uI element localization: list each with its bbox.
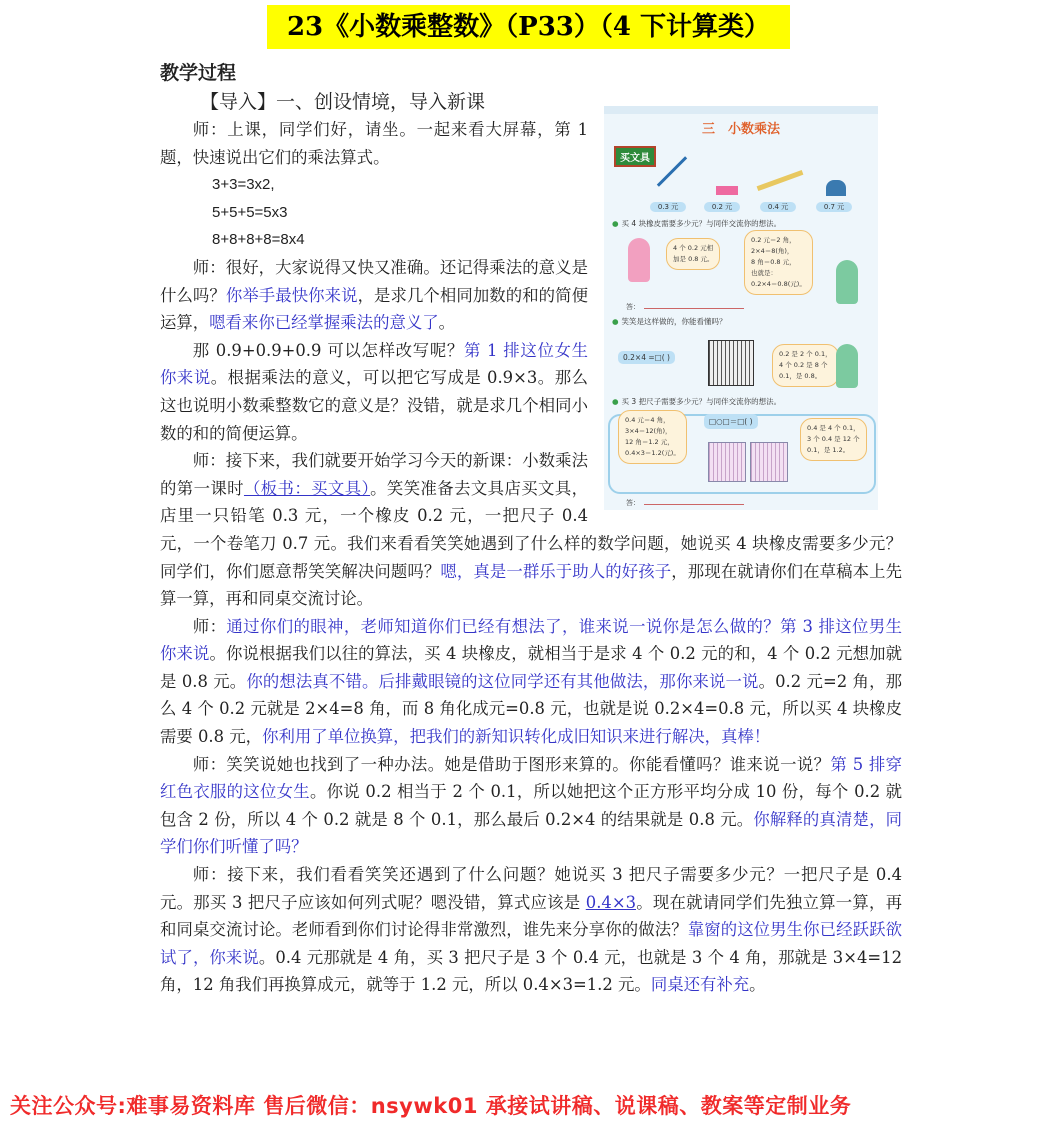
paragraph-text: 师：笑笑说她也找到了一种办法。她是借助于图形来算的。你能看懂吗？谁来说一说？: [192, 754, 831, 774]
ruler-icon: [757, 170, 804, 191]
teacher-feedback-text: 靠窗的这位男生你已经跃跃欲试了，你来说: [160, 920, 903, 967]
eraser-icon: [716, 186, 738, 195]
paragraph-text: 。: [438, 313, 456, 333]
paragraph-text: 师：很好，大家说得又快又准确。还记得乘法的意义是什么吗？: [160, 257, 588, 305]
paragraph-text: 师：: [192, 616, 227, 636]
tenths-grid: [750, 442, 788, 482]
paragraph-text: 师：上课，同学们好，请坐。一起来看大屏幕，第 1 题，快速说出它们的乘法算式。: [160, 120, 588, 167]
teacher-feedback-text: 第 1 排这位女生你来说: [160, 340, 588, 388]
document-body: [160, 58, 902, 999]
textbook-label: 买文具: [614, 146, 656, 167]
paragraph-text: 。你说 0.2 相当于 2 个 0.1，所以她把这个正方形平均分成 10 份，每个 0.2 就包含 2 份，所以 4 个 0.2 就是 8 个 0.1，那么最后 0.2×4 的结果就是 0.8 元。: [160, 782, 903, 829]
price-tag: 0.3 元: [650, 202, 686, 212]
price-tag: 0.2 元: [704, 202, 740, 212]
paragraph-text: 那 0.9+0.9+0.9 可以怎样改写呢？: [192, 340, 464, 360]
girl-illustration: [628, 238, 650, 282]
textbook-question-3: ● 买 3 把尺子需要多少元？与同伴交流你的想法。: [612, 396, 781, 407]
paragraph-text: 。: [749, 975, 766, 995]
pencil-icon: [657, 156, 687, 186]
teacher-feedback-text: 嗯，真是一群乐于助人的好孩子: [440, 561, 672, 581]
teacher-feedback-text: 同桌还有补充: [650, 975, 750, 995]
formula: 5+5+5=5x3: [212, 203, 288, 221]
teacher-feedback-text: 你解释的真清楚，同学们你们听懂了吗？: [160, 809, 902, 857]
paragraph-text: 。笑笑准备去文具店买文具，店里一只铅笔 0.3 元，一个橡皮 0.2 元，一把尺子 0.4 元，一个卷笔刀 0.7 元。我们来看看笑笑她遇到了什么样的数学问题，她说买 4 块橡皮需要多少元？同学们，你们愿意帮笑笑解决问题吗？: [160, 478, 902, 581]
paragraph-text: 。0.4 元那就是 4 角，买 3 把尺子是 3 个 0.4 元，也就是 3 个 4 角，那就是 3×4=12 角，12 角我们再换算成元，就等于 1.2 元，所以 0.4×3=1.2 元。: [160, 947, 902, 995]
equation-box: 0.2×4 =□( ): [618, 351, 675, 364]
textbook-image: [604, 106, 878, 510]
footer-watermark: 关注公众号:难事易资料库 售后微信：nsywk01 承接试讲稿、说课稿、教案等定制业务: [10, 1094, 852, 1118]
paragraph-text: 师：接下来，我们看看笑笑还遇到了什么问题？她说买 3 把尺子需要多少元？一把尺子是 0.4 元。那买 3 把尺子应该如何列式呢？嗯没错，算式应该是: [160, 865, 902, 912]
teacher-feedback-text: 你的想法真不错。后排戴眼镜的这位同学还有其他做法，那你来说一说: [246, 671, 759, 691]
section-heading: 教学过程: [160, 62, 237, 84]
paragraph-text: ，那现在就请你们在草稿本上先算一算，再和同桌交流讨论。: [160, 561, 903, 609]
teacher-feedback-text: 你利用了单位换算，把我们的新知识转化成旧知识来进行解决，真棒！: [262, 727, 771, 747]
document-title: 23《小数乘整数》（P33）（4 下计算类）: [267, 5, 790, 49]
speech-bubble: 0.2 元＝2 角， 2×4＝8(角)， 8 角＝0.8 元， 也就是： 0.2×4＝0.8(元)。: [744, 230, 813, 295]
paragraph-text: ，是求几个相同加数的和的简便运算，: [160, 285, 589, 333]
speech-bubble: 0.2 是 2 个 0.1， 4 个 0.2 是 8 个 0.1，是 0.8。: [772, 344, 839, 387]
paragraph: [160, 613, 902, 751]
textbook-question-2: ● 笑笑是这样做的，你能看懂吗？: [612, 316, 727, 327]
paragraph-text: 。现在就请同学们先独立算一算，再和同桌交流讨论。老师看到你们讨论得非常激烈，谁先来分享你的做法？: [160, 892, 902, 940]
teacher-feedback-text: （板书：买文具）: [243, 478, 371, 498]
teacher-feedback-text: 0.4×3: [585, 892, 636, 912]
formula: 3+3=3x2,: [212, 176, 275, 194]
boy-illustration: [836, 344, 858, 388]
paragraph-text: 师：接下来，我们就要开始学习今天的新课：小数乘法的第一课时: [160, 451, 588, 498]
answer-line: 答：: [626, 302, 744, 312]
teacher-feedback-text: 你举手最快你来说: [225, 285, 358, 305]
sharpener-icon: [826, 180, 846, 196]
boy-illustration: [836, 260, 858, 304]
teacher-feedback-text: 嗯看来你已经掌握乘法的意义了: [209, 313, 439, 333]
speech-bubble: 0.4 元＝4 角， 3×4＝12(角)， 12 角＝1.2 元， 0.4×3＝1.2(元)。: [618, 410, 687, 464]
tenths-grid: [708, 340, 754, 386]
answer-line: 答：: [626, 498, 744, 508]
paragraph: [160, 861, 902, 999]
intro-heading: 【导入】一、创设情境，导入新课: [200, 91, 486, 113]
equation-box: □○□＝□( ): [704, 414, 758, 429]
speech-bubble: 0.4 是 4 个 0.1， 3 个 0.4 是 12 个 0.1，是 1.2。: [800, 418, 867, 461]
teacher-feedback-text: 第 5 排穿红色衣服的这位女生: [160, 754, 902, 802]
paragraph: [160, 751, 902, 861]
teacher-feedback-text: 通过你们的眼神，老师知道你们已经有想法了，谁来说一说你是怎么做的？第 3 排这位男生你来说: [160, 616, 902, 664]
paragraph-text: 。0.2 元=2 角，那么 4 个 0.2 元就是 2×4=8 角，而 8 角化成元=0.8 元，也就是说 0.2×4=0.8 元，所以买 4 块橡皮需要 0.8 元，: [160, 671, 902, 747]
tenths-grid: [708, 442, 746, 482]
speech-bubble: 4 个 0.2 元相 加是 0.8 元。: [666, 238, 720, 270]
price-tag: 0.4 元: [760, 202, 796, 212]
paragraph-text: 。你说根据我们以往的算法，买 4 块橡皮，就相当于是求 4 个 0.2 元的和，4 个 0.2 元想加就是 0.8 元。: [160, 644, 903, 691]
textbook-question-1: ● 买 4 块橡皮需要多少元？与同伴交流你的想法。: [612, 218, 781, 229]
paragraph-text: 。根据乘法的意义，可以把它写成是 0.9×3。那么这也说明小数乘整数它的意义是？没错，就是求几个相同小数的和的简便运算。: [160, 368, 589, 443]
formula: 8+8+8+8=8x4: [212, 231, 305, 249]
textbook-title: 三 小数乘法: [701, 122, 780, 137]
price-tag: 0.7 元: [816, 202, 852, 212]
